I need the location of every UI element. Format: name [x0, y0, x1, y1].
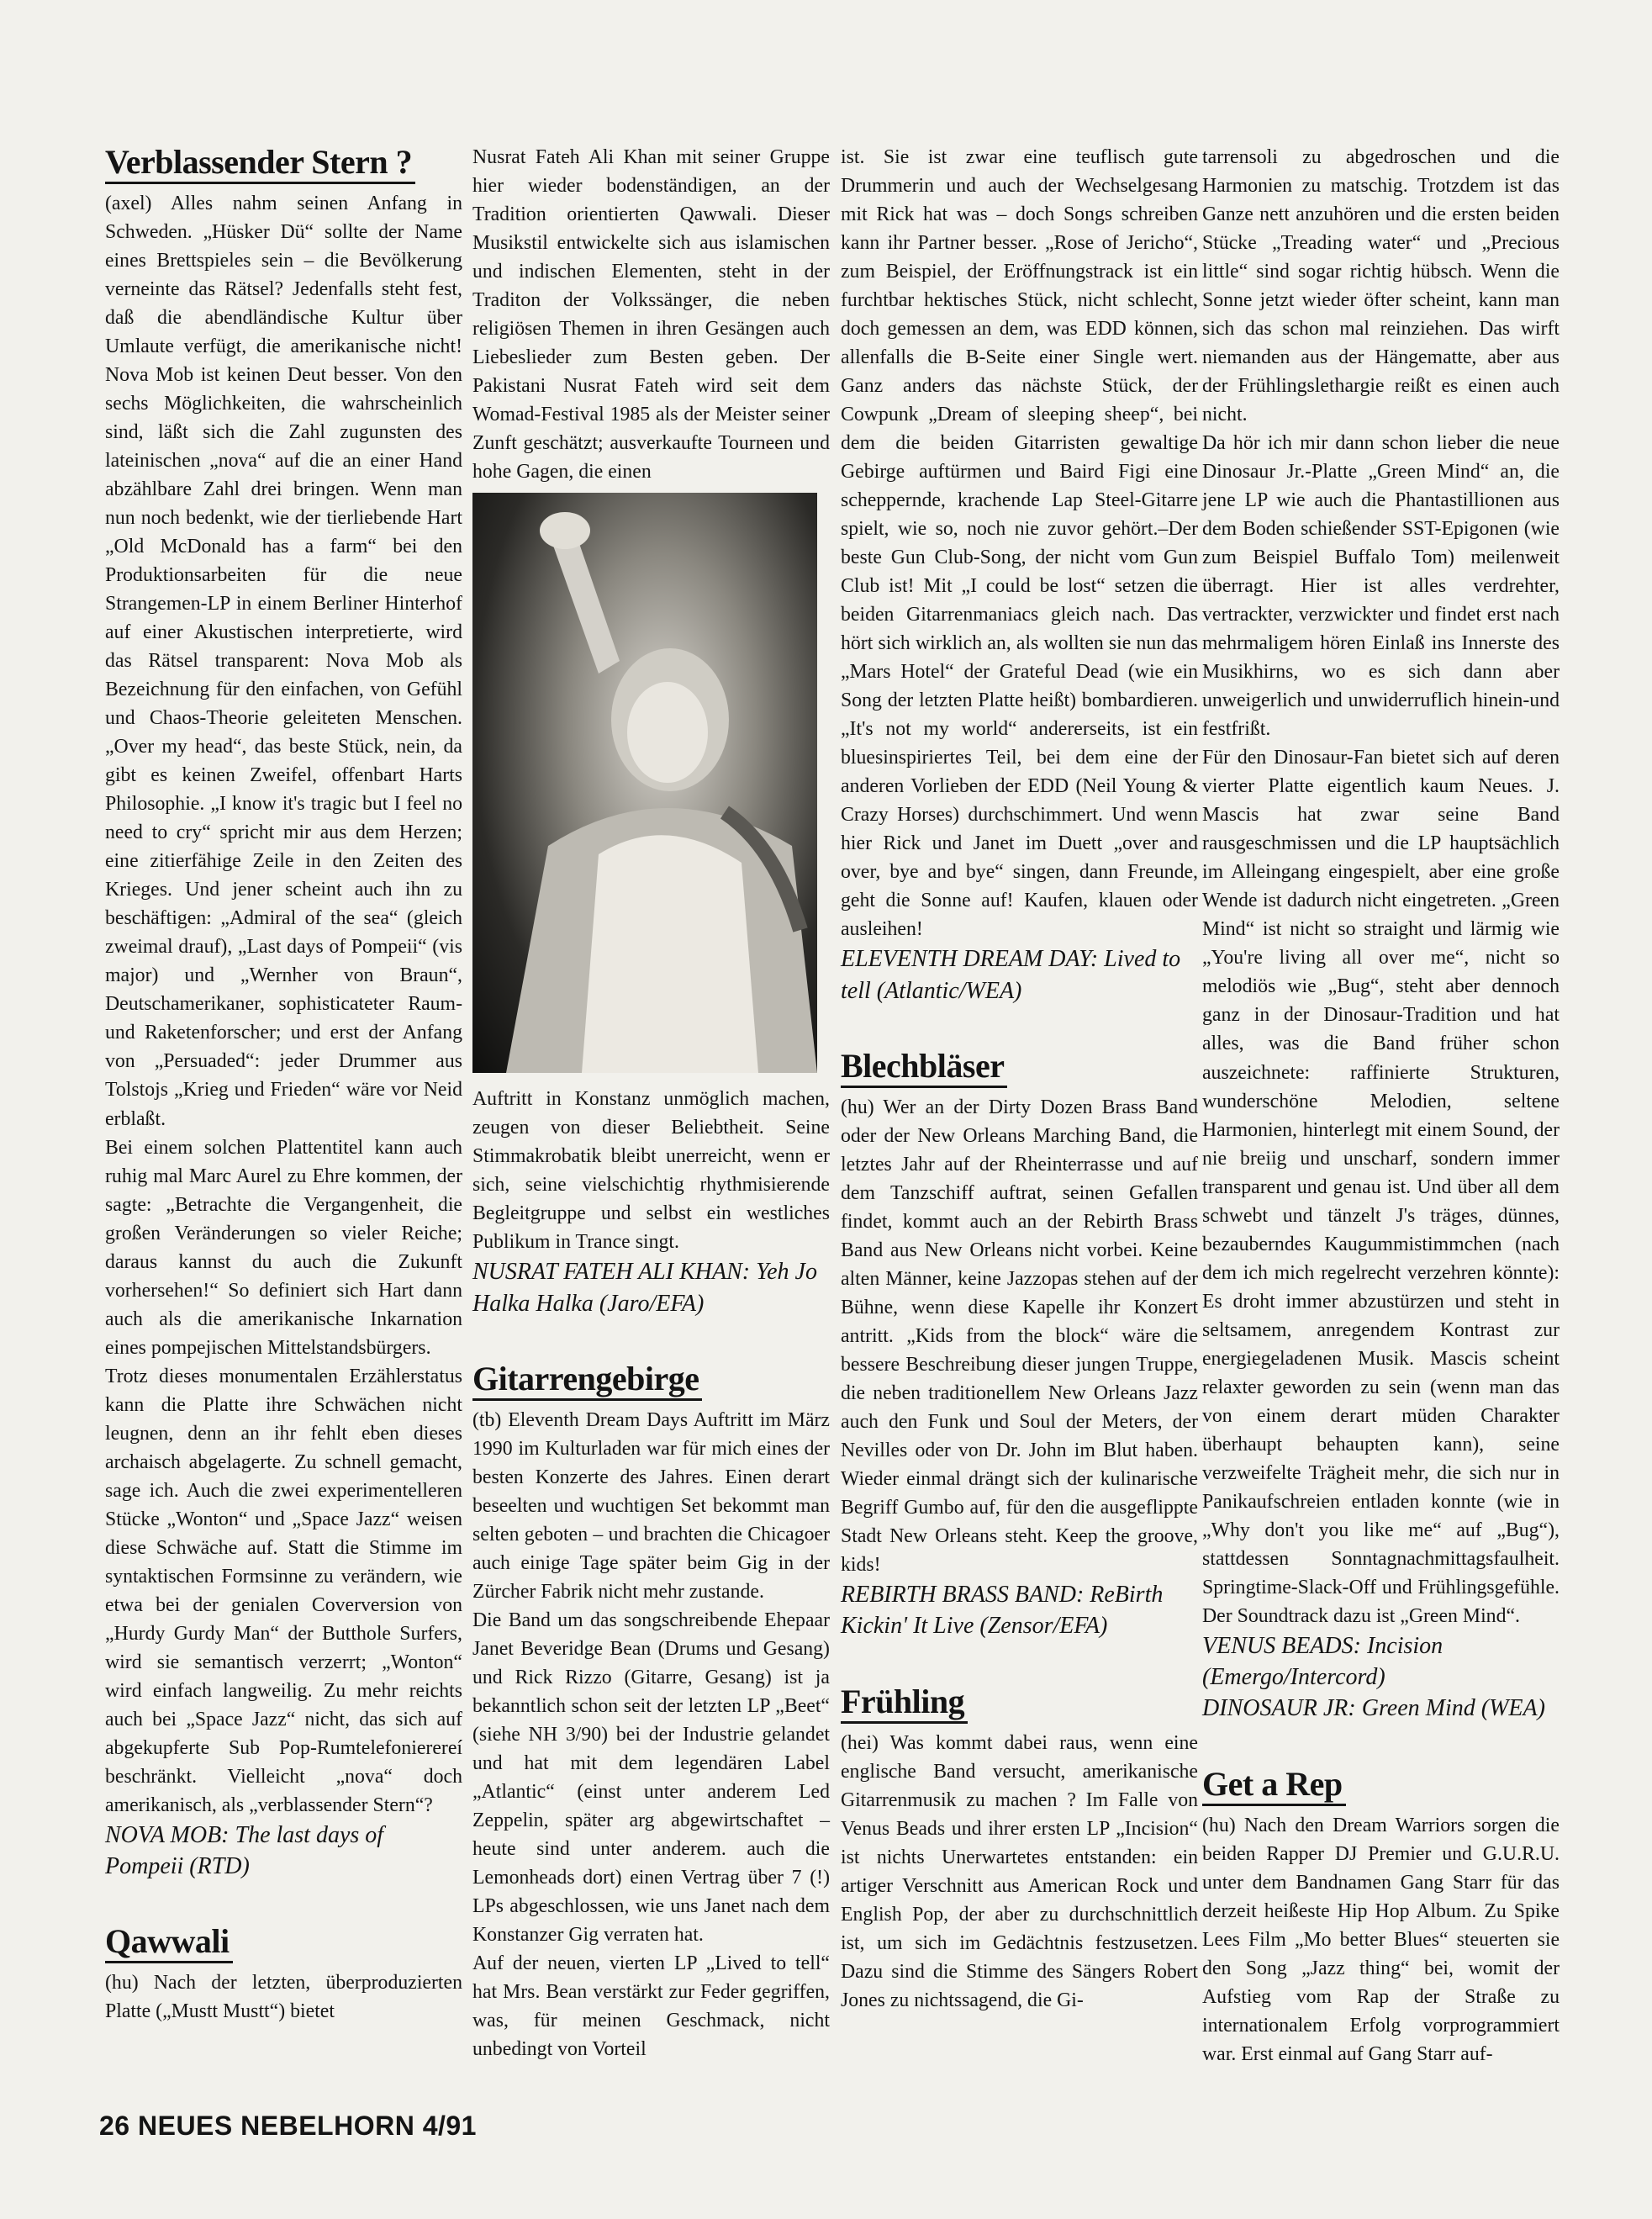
article-paragraph: Auf der neuen, vierten LP „Lived to tell“ hat Mrs. Bean verstärkt zur Feder gegriffen, was, für meinen Geschmack, nicht unbedingt von Vorteil	[472, 1952, 830, 2061]
article-paragraph: tarrensoli zu abgedroschen und die Harmonien zu matschig. Trotzdem ist das Ganze nett anzuhören und die ersten beiden Stücke „Treading water“ und „Precious little“ sind sogar richtig hübsch. Wenn die Sonne jetzt wieder öfter scheint, kann man sich das schon mal reinziehen. Das wirft niemanden aus der Hängematte, aber aus der Frühlingslethargie reißt es einen auch nicht.	[1202, 146, 1560, 426]
article-paragraph: (hu) Nach den Dream Warriors sorgen die beiden Rapper DJ Premier und G.U.R.U. unter dem Bandnamen Gang Starr für das derzeit heißeste Hip Hop Album. Zu Spike Lees Film „Mo better Blues“ steuerten sie den Song „Jazz thing“ bei, womit der Aufstieg vom Rap der Straße zu internationalem Erfolg vorprogrammiert war. Erst einmal auf Gang Starr auf-	[1202, 1814, 1560, 2065]
page-number: 26	[99, 2111, 130, 2141]
article-paragraph: Trotz dieses monumentalen Erzählerstatus kann die Platte ihre Schwächen nicht leugnen, denn an ihr fehlt eben dieses archaisch abgelagerte. Zu schnell gemacht, sage ich. Auch die zwei experimentelleren Stücke „Wonton“ und „Space Jazz“ weisen diese Schwäche auf. Statt die Stimme im syntaktischen Formsinne zu verändern, wie etwa bei der genialen Coverversion von „Hurdy Gurdy Man“ der Butthole Surfers, wird sie semantisch verzerrt; „Wonton“ wird einfach langweilig. Zu mehr reichts auch bei „Space Jazz“ nicht, das sich auf abgekupferte Sub Pop-Rumtelefonierereí beschränkt. Vielleicht „nova“ doch amerikanisch, als „verblassender Stern“?	[105, 1365, 462, 1816]
column-1	[105, 143, 462, 2052]
article-paragraph: Für den Dinosaur-Fan bietet sich auf deren vierter Platte eigentlich kaum Neues. J. Mascis hat zwar seine Band rausgeschmissen und die LP hauptsächlich im Alleingang eingespielt, aber eine große Wende ist dadurch nicht eingetreten. „Green Mind“ ist nicht so straight und lärmig wie „You're living all over me“, nicht so melodiös wie „Bug“, steht aber dennoch ganz in der Dinosaur-Tradition und hat alles, was die Band früher schon auszeichnete: raffinierte Strukturen, wunderschöne Melodien, seltene Harmonien, hinterlegt mit einem Sound, der nie breiig und unscharf, sondern immer transparent und genau ist. Und über all dem schwebt und tänzelt J's träges, dünnes, bezauberndes Kaugummistimmchen (nach dem ich mich regelrecht verzehren könnte): Es droht immer abzustürzen und steht in seltsamem, anregendem Kontrast zur energiegeladenen Musik. Mascis scheint relaxter geworden zu sein (wenn man das von einem derart müden Charakter überhaupt behaupten kann), seine verzweifelte Trägheit mehr, die sich nur in Panikaufschreien entladen konnte (wie in „Why don't you like me“ auf „Bug“), stattdessen Sonntagnachmittagsfaulheit. Springtime-Slack-Off und Frühlingsgefühle. Der Soundtrack dazu ist „Green Mind“.	[1202, 747, 1560, 1627]
record-credit: NUSRAT FATEH ALI KHAN: Yeh Jo Halka Halka (Jaro/EFA)	[472, 1259, 817, 1317]
record-credit: VENUS BEADS: Incision (Emergo/Intercord)	[1202, 1632, 1444, 1691]
article-paragraph: (hu) Nach der letzten, überproduzierten Platte („Mustt Mustt“) bietet	[105, 1972, 462, 2023]
photo-nusrat-fateh-ali-khan	[472, 493, 817, 1073]
headline-blechblaeser: Blechbläser	[841, 1047, 1007, 1088]
article-paragraph: (tb) Eleventh Dream Days Auftritt im März 1990 im Kulturladen war für mich eines der besten Konzerte des Jahres. Einen derart beseelten und wuchtigen Set bekommt man selten geboten – und brachten die Chicagoer auch einige Tage später beim Gig in der Zürcher Fabrik nicht mehr zustande.	[472, 1408, 830, 1603]
headline-gitarrengebirge: Gitarrengebirge	[472, 1360, 702, 1401]
column-3	[841, 143, 1198, 2052]
column-4	[1202, 143, 1560, 2065]
issue-number: 4/91	[422, 2111, 477, 2141]
article-paragraph: Da hör ich mir dann schon lieber die neue Dinosaur Jr.-Platte „Green Mind“ an, die jene LP wie auch die Phantastillionen aus dem Boden schießender SST-Epigonen (wie zum Beispiel Buffalo Tom) meilenweit überragt. Hier ist alles verdrehter, vertrackter, verzwickter und findet erst nach mehrmaligem hören Einlaß ins Innerste des Musikhirns, wo es sich dann aber unweigerlich und unwiderruflich hinein-und festfrißt.	[1202, 432, 1560, 741]
article-paragraph: (hei) Was kommt dabei raus, wenn eine englische Band versucht, amerikanische Gitarrenmusik zu machen ? Im Falle von Venus Beads und ihrer ersten LP „Incision“ ist nichts Unerwartetes entstanden: ein artiger Verschnitt aus American Rock und English Pop, der aber zu durchschnittlich ist, um sich im Gedächtnis festzusetzen. Dazu sind die Stimme des Sängers Robert Jones zu nichtssagend, die Gi-	[841, 1731, 1198, 2011]
photo-illustration	[472, 493, 817, 1073]
article-paragraph: ist. Sie ist zwar eine teuflisch gute Drummerin und auch der Wechselgesang mit Rick hat was – doch Songs schreiben kann ihr Partner besser. „Rose of Jericho“, zum Beispiel, der Eröffnungstrack ist ein furchtbar hektisches Stück, nicht schlecht, doch gemessen an dem, was EDD können, allenfalls die B-Seite einer Single wert. Ganz anders das nächste Stück, der Cowpunk „Dream of sleeping sheep“, bei dem die beiden Gitarristen gewaltige Gebirge auftürmen und Baird Figi eine scheppernde, krachende Lap Steel-Gitarre spielt, wie so, noch nie zuvor gehört.–Der beste Gun Club-Song, der nicht vom Gun Club ist! Mit „I could be lost“ setzen die beiden Gitarrenmaniacs gleich nach. Das hört sich wirklich an, als wollten sie nun das „Mars Hotel“ der Grateful Dead (wie ein Song der letzten Platte heißt) bombardieren. „It's not my world“ andererseits, ist ein bluesinspiriertes Teil, bei dem eine der anderen Vorlieben der EDD (Neil Young & Crazy Horses) durchschimmert. Und wenn hier Rick und Janet im Duett „over and over, bye and bye“ singen, dann Freunde, geht die Sonne auf! Kaufen, klauen oder ausleihen!	[841, 146, 1198, 941]
headline-get-a-rep: Get a Rep	[1202, 1765, 1346, 1806]
record-credit: REBIRTH BRASS BAND: ReBirth Kickin' It Live (Zensor/EFA)	[841, 1582, 1164, 1640]
column-2	[472, 143, 830, 2061]
record-credit: DINOSAUR JR: Green Mind (WEA)	[1202, 1695, 1545, 1722]
article-paragraph: Die Band um das songschreibende Ehepaar Janet Beveridge Bean (Drums und Gesang) und Rick Rizzo (Gitarre, Gesang) ist ja bekanntlich schon seit der letzten LP „Beet“ (siehe NH 3/90) bei der Industrie gelandet und hat mit dem legendären Label „Atlantic“ (einst unter anderem Led Zeppelin, später arg abgewirtschaftet – heute sind unter anderem. auch die Lemonheads dort) einen Vertrag über 7 (!) LPs abgeschlossen, wie uns Janet nach dem Konstanzer Gig verraten hat.	[472, 1609, 830, 1947]
article-paragraph: (axel) Alles nahm seinen Anfang in Schweden. „Hüsker Dü“ sollte der Name eines Brettspieles sein – die Bevölkerung verneinte das Rätsel? Jedenfalls steht fest, daß die abendländische Kultur über Umlaute verfügt, die amerikanische nicht! Nova Mob ist keinen Deut besser. Von den sechs Möglichkeiten, die wahrscheinlich sind, läßt sich die Zahl zugunsten des lateinischen „nova“ auf die an einer Hand abzählbare Zahl drei bringen. Wenn man nun noch bedenkt, wie der tierliebende Hart „Old McDonald has a farm“ bei den Produktionsarbeiten für die neue Strangemen-LP in einem Berliner Hinterhof auf einer Akustischen interpretierte, wird das Rätsel transparent: Nova Mob als Bezeichnung für den einfachen, von Gefühl und Chaos-Theorie geleiteten Menschen. „Over my head“, das beste Stück, nein, da gibt es keinen Zweifel, offenbart Harts Philosophie. „I know it's tragic but I feel no need to cry“ spricht mir aus dem Herzen; eine zitierfähige Zeile in den Zeiten des Krieges. Und jener scheint auch ihn zu beschäftigen: „Admiral of the sea“ (gleich zweimal drauf), „Last days of Pompeii“ (vis major) und „Wernher von Braun“, Deutschamerikaner, sophisticateter Raum- und Raketenforscher; und erst der Anfang von „Persuaded“: jeder Drummer aus Tolstojs „Krieg und Frieden“ wäre vor Neid erblaßt.	[105, 193, 462, 1130]
headline-qawwali: Qawwali	[105, 1922, 233, 1963]
record-credit: ELEVENTH DREAM DAY: Lived to tell (Atlantic/WEA)	[841, 946, 1181, 1004]
headline-fruehling: Frühling	[841, 1683, 968, 1724]
page-footer	[99, 2111, 477, 2142]
record-credit: NOVA MOB: The last days of Pompeii (RTD)	[105, 1821, 384, 1880]
magazine-name: NEUES NEBELHORN	[137, 2111, 415, 2141]
article-paragraph: Auftritt in Konstanz unmöglich machen, zeugen von dieser Beliebtheit. Seine Stimmakrobatik bleibt unerreicht, wenn er sich, seine vielschichtig rhythmisierende Begleitgruppe und selbst ein westliches Publikum in Trance singt.	[472, 1088, 830, 1254]
headline-verblassender-stern: Verblassender Stern ?	[105, 143, 415, 184]
article-paragraph: Bei einem solchen Plattentitel kann auch ruhig mal Marc Aurel zu Ehre kommen, der sagte: „Betrachte die Vergangenheit, die großen Veränderungen so vieler Reiche; daraus kannst du auch die Zukunft vorhersehen!“ So definiert sich Hart dann auch als die amerikanische Inkarnation eines pompejischen Mittelstandsbürgers.	[105, 1136, 462, 1359]
article-paragraph: Nusrat Fateh Ali Khan mit seiner Gruppe hier wieder bodenständigen, an der Tradition orientierten Qawwali. Dieser Musikstil entwickelte sich aus islamischen und indischen Elementen, steht in der Traditon der Volkssänger, die neben religiösen Themen in ihren Gesängen auch Liebeslieder zum Besten geben. Der Pakistani Nusrat Fateh wird seit dem Womad-Festival 1985 als der Meister seiner Zunft geschätzt; ausverkaufte Tourneen und hohe Gagen, die einen	[472, 146, 830, 483]
article-paragraph: (hu) Wer an der Dirty Dozen Brass Band oder der New Orleans Marching Band, die letztes Jahr auf der Rheinterrasse und auf dem Tanzschiff auftrat, seinen Gefallen findet, kommt auch an der Rebirth Brass Band aus New Orleans nicht vorbei. Keine alten Männer, keine Jazzopas stehen auf der Bühne, wenn diese Kapelle ihr Konzert antritt. „Kids from the block“ wäre die bessere Beschreibung dieser jungen Truppe, die neben traditionellem New Orleans Jazz auch den Funk und Soul der Meters, der Nevilles oder von Dr. John im Blut haben. Wieder einmal drängt sich der kulinarische Begriff Gumbo auf, für den die ausgeflippte Stadt New Orleans steht. Keep the groove, kids!	[841, 1096, 1198, 1577]
